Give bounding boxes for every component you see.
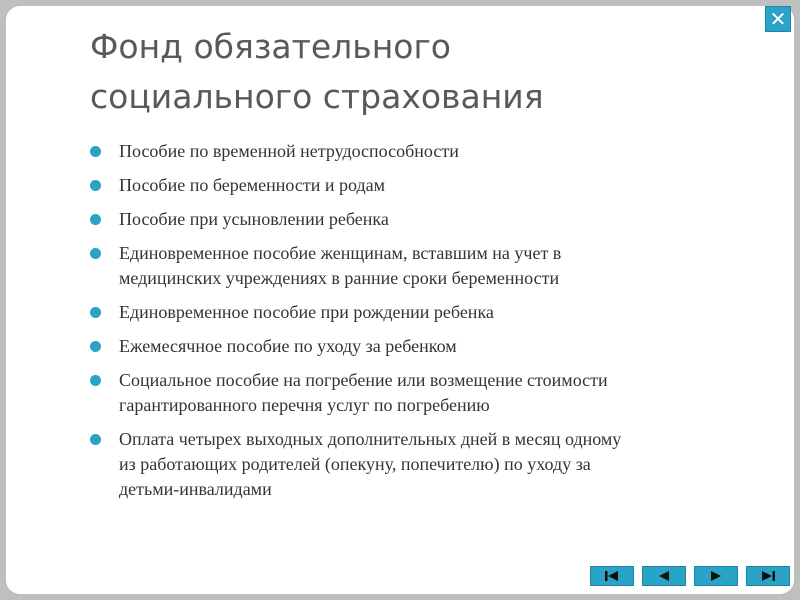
close-button[interactable] [765,6,791,32]
bullet-dot-icon [90,307,101,318]
previous-slide-button[interactable] [642,566,686,586]
slide [6,6,794,594]
slide-title [90,22,710,122]
last-slide-button[interactable] [746,566,790,586]
next-slide-button[interactable] [694,566,738,586]
list-item: Ежемесячное пособие по уходу за ребенком [90,334,770,359]
next-slide-icon [707,570,725,582]
first-slide-icon [603,570,621,582]
first-slide-button[interactable] [590,566,634,586]
slide-navigation [590,566,790,586]
bullet-dot-icon [90,248,101,259]
bullet-dot-icon [90,146,101,157]
previous-slide-icon [655,570,673,582]
list-item: Социальное пособие на погребение или возмещение стоимости гарантированного перечня услуг по погребению [90,368,770,418]
title-line-2: социального страхования [90,77,544,116]
bullet-dot-icon [90,434,101,445]
list-item: Единовременное пособие при рождении ребенка [90,300,770,325]
bullet-dot-icon [90,214,101,225]
list-item: Единовременное пособие женщинам, вставшим на учет в медицинских учреждениях в ранние сроки беременности [90,241,770,291]
last-slide-icon [759,570,777,582]
list-item: Пособие по беременности и родам [90,173,770,198]
list-item: Пособие по временной нетрудоспособности [90,139,770,164]
bullet-dot-icon [90,180,101,191]
close-icon: ✕ [769,7,787,31]
bullet-dot-icon [90,375,101,386]
list-item: Оплата четырех выходных дополнительных дней в месяц одному из работающих родителей (опекуну, попечителю) по уходу за детьми-инвалидами [90,427,770,502]
bullet-list [90,139,770,511]
title-line-1: Фонд обязательного [90,27,452,66]
list-item: Пособие при усыновлении ребенка [90,207,770,232]
bullet-dot-icon [90,341,101,352]
